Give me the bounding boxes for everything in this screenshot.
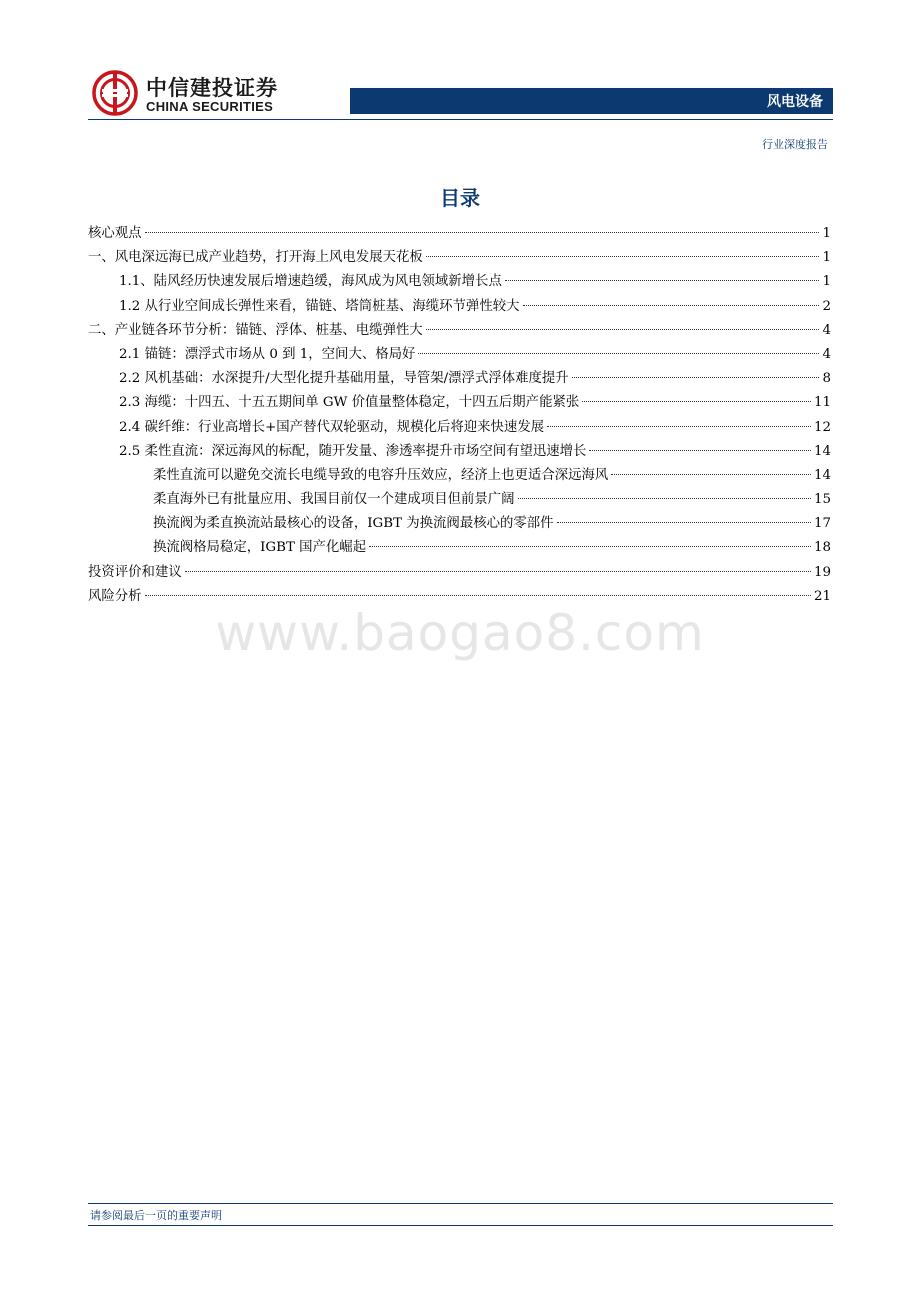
toc-entry[interactable] <box>88 367 831 391</box>
toc-entry[interactable] <box>88 343 831 367</box>
brand-name-en: CHINA SECURITIES <box>146 99 274 114</box>
brand-name-cn: 中信建投证券 <box>146 76 278 100</box>
toc-leader-dots <box>505 280 820 281</box>
toc-entry-page: 14 <box>813 443 831 459</box>
toc-leader-dots <box>369 546 811 547</box>
toc-entry-title: 1.2 从行业空间成长弹性来看，锚链、塔筒桩基、海缆环节弹性较大 <box>119 298 520 314</box>
toc-entry[interactable] <box>88 391 831 415</box>
toc-entry-title: 柔性直流可以避免交流长电缆导致的电容升压效应，经济上也更适合深远海风 <box>153 467 609 483</box>
header-divider <box>88 119 833 120</box>
toc-entry[interactable] <box>88 561 831 585</box>
toc-leader-dots <box>611 474 811 475</box>
toc-entry-title: 二、产业链各环节分析：锚链、浮体、桩基、电缆弹性大 <box>88 322 423 338</box>
toc-entry-page: 11 <box>813 395 831 411</box>
toc-entry-title: 风险分析 <box>88 588 142 604</box>
toc-leader-dots <box>589 450 811 451</box>
toc-leader-dots <box>426 329 820 330</box>
toc-entry-title: 2.3 海缆：十四五、十五五期间单 GW 价值量整体稳定，十四五后期产能紧张 <box>119 395 580 411</box>
footer-divider-bottom <box>88 1225 833 1226</box>
toc-entry-page: 21 <box>813 588 831 604</box>
toc-entry-title: 1.1、陆风经历快速发展后增速趋缓，海风成为风电领域新增长点 <box>119 274 502 290</box>
toc-entry[interactable] <box>88 295 831 319</box>
toc-entry-title: 2.1 锚链：漂浮式市场从 0 到 1，空间大、格局好 <box>119 346 416 362</box>
toc-entry-page: 4 <box>822 346 831 362</box>
toc-leader-dots <box>572 377 820 378</box>
toc-leader-dots <box>145 595 811 596</box>
toc-title: 目录 <box>440 186 480 210</box>
toc-entry-title: 一、风电深远海已成产业趋势，打开海上风电发展天花板 <box>88 250 423 266</box>
table-of-contents <box>88 222 831 609</box>
toc-entry-title: 换流阀格局稳定，IGBT 国产化崛起 <box>153 540 367 556</box>
toc-leader-dots <box>145 232 820 233</box>
toc-leader-dots <box>582 401 811 402</box>
toc-entry-title: 柔直海外已有批量应用、我国目前仅一个建成项目但前景广阔 <box>153 492 515 508</box>
toc-entry-page: 4 <box>822 322 831 338</box>
sector-label: 风电设备 <box>767 94 823 110</box>
toc-entry[interactable] <box>88 488 831 512</box>
toc-entry[interactable] <box>88 246 831 270</box>
toc-entry-page: 12 <box>813 419 831 435</box>
toc-leader-dots <box>185 571 811 572</box>
toc-entry[interactable] <box>88 319 831 343</box>
toc-entry-title: 投资评价和建议 <box>88 564 182 580</box>
watermark: www.baogao8.com <box>215 604 705 662</box>
toc-entry[interactable] <box>88 440 831 464</box>
toc-leader-dots <box>418 353 819 354</box>
toc-entry[interactable] <box>88 512 831 536</box>
toc-entry[interactable] <box>88 464 831 488</box>
toc-entry-page: 8 <box>822 371 831 387</box>
toc-leader-dots <box>547 426 811 427</box>
toc-entry-title: 2.2 风机基础：水深提升/大型化提升基础用量，导管架/漂浮式浮体难度提升 <box>119 371 569 387</box>
toc-entry-page: 1 <box>822 226 831 241</box>
toc-entry-page: 14 <box>813 467 831 483</box>
toc-leader-dots <box>426 256 820 257</box>
footer-disclaimer: 请参阅最后一页的重要声明 <box>90 1209 222 1222</box>
toc-entry-page: 17 <box>813 516 831 532</box>
china-securities-logo-icon <box>92 70 138 116</box>
sector-banner <box>350 88 833 114</box>
report-type-label: 行业深度报告 <box>762 138 828 151</box>
footer-divider-top <box>88 1203 833 1204</box>
toc-entry-page: 1 <box>822 250 831 266</box>
toc-entry[interactable] <box>88 222 831 246</box>
toc-entry-title: 2.5 柔性直流：深远海风的标配，随开发量、渗透率提升市场空间有望迅速增长 <box>119 443 587 459</box>
toc-entry-title: 2.4 碳纤维：行业高增长+国产替代双轮驱动，规模化后将迎来快速发展 <box>119 419 545 435</box>
toc-entry[interactable] <box>88 270 831 294</box>
toc-entry-page: 19 <box>813 564 831 580</box>
toc-leader-dots <box>523 305 820 306</box>
toc-entry-page: 15 <box>813 492 831 508</box>
toc-leader-dots <box>557 522 811 523</box>
toc-entry-title: 换流阀为柔直换流站最核心的设备，IGBT 为换流阀最核心的零部件 <box>153 516 554 532</box>
toc-entry-page: 18 <box>813 540 831 556</box>
toc-entry[interactable] <box>88 416 831 440</box>
toc-entry-title: 核心观点 <box>88 226 142 241</box>
toc-entry-page: 1 <box>822 274 831 290</box>
toc-entry-page: 2 <box>822 298 831 314</box>
toc-entry[interactable] <box>88 536 831 560</box>
toc-leader-dots <box>518 498 811 499</box>
